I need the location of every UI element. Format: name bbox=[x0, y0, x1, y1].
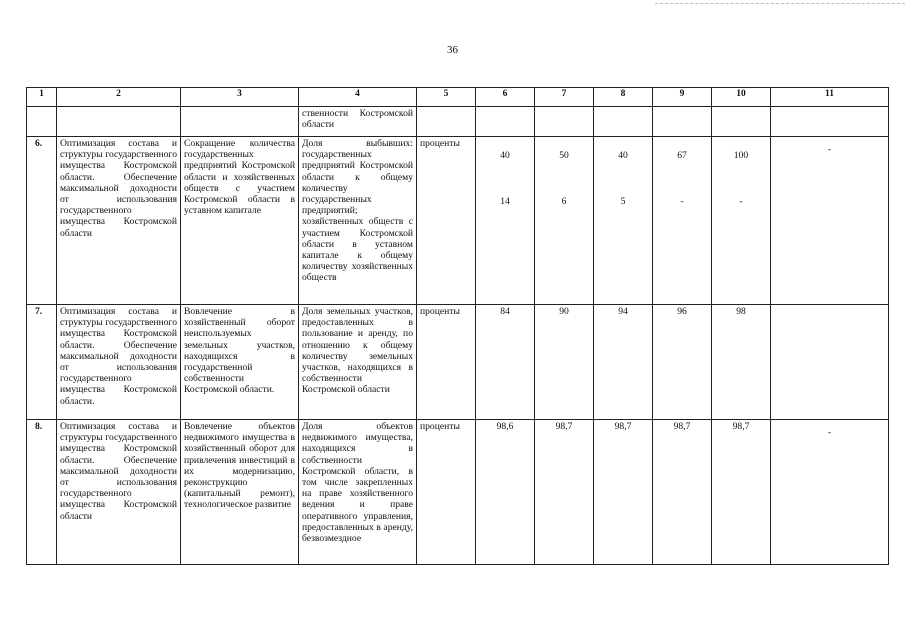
value-secondary: 14 bbox=[500, 196, 510, 208]
table-row bbox=[27, 137, 889, 305]
value-cell-col8 bbox=[594, 137, 653, 305]
header-row bbox=[27, 88, 889, 107]
header-cell: 11 bbox=[771, 88, 889, 107]
task-cell: Вовлечение объектов недвижимого имущества в хозяйственный оборот для привлечения инвестиций в их модернизацию, реконструкцию (капитальный ремонт), технологическое развитие bbox=[181, 420, 299, 565]
row-number: 8. bbox=[27, 420, 57, 565]
table-cell bbox=[57, 107, 181, 137]
table-cell bbox=[771, 107, 889, 137]
header-cell: 8 bbox=[594, 88, 653, 107]
value-secondary: 6 bbox=[561, 196, 567, 208]
goal-cell: Оптимизация состава и структуры государственного имущества Костромской области. Обеспечение максимальной доходности от использования государственного имущества Костромской области bbox=[57, 420, 181, 565]
value-cell-col9 bbox=[653, 137, 712, 305]
header-cell: 6 bbox=[476, 88, 535, 107]
unit-cell: проценты bbox=[417, 420, 476, 565]
indicator-cell: ственности Костромской области bbox=[299, 107, 417, 137]
value-cell-col7 bbox=[535, 137, 594, 305]
value-secondary: - bbox=[739, 196, 743, 208]
indicator-cell: Доля объектов недвижимого имущества, находящихся в собственности Костромской области, в том числе закрепленных на праве хозяйственного ведения и праве оперативного управления, предоставленных в аренду, безвозмездное bbox=[299, 420, 417, 565]
value-cell-col7: 98,7 bbox=[535, 420, 594, 565]
page-number: 36 bbox=[447, 44, 458, 56]
continuation-row bbox=[27, 107, 889, 137]
note-cell bbox=[771, 305, 889, 420]
task-cell: Вовлечение в хозяйственный оборот неиспользуемых земельных участков, находящихся в государственной собственности Костромской области. bbox=[181, 305, 299, 420]
indicator-cell: Доля выбывших: государственных предприятий Костромской области к общему количеству государственных предприятий; хозяйственных обществ с участием Костромской области в уставном капитале к общему количеству хозяйственных обществ bbox=[299, 137, 417, 305]
value-primary: 67 bbox=[677, 150, 687, 161]
row-number: 6. bbox=[27, 137, 57, 305]
header-cell: 5 bbox=[417, 88, 476, 107]
header-cell: 3 bbox=[181, 88, 299, 107]
value-cell-col6: 84 bbox=[476, 305, 535, 420]
value-primary: 100 bbox=[733, 150, 749, 161]
value-secondary: - bbox=[680, 196, 684, 208]
value-cell-col9: 96 bbox=[653, 305, 712, 420]
table-cell bbox=[181, 107, 299, 137]
value-cell-col7: 90 bbox=[535, 305, 594, 420]
value-cell-col8: 98,7 bbox=[594, 420, 653, 565]
value-cell-col9: 98,7 bbox=[653, 420, 712, 565]
note-value: - bbox=[827, 427, 832, 438]
header-cell: 9 bbox=[653, 88, 712, 107]
value-cell-col10 bbox=[712, 137, 771, 305]
table-cell bbox=[712, 107, 771, 137]
value-cell-col10: 98 bbox=[712, 305, 771, 420]
goal-cell: Оптимизация состава и структуры государственного имущества Костромской области. Обеспечение максимальной доходности от использования государственного имущества Костромской области bbox=[57, 137, 181, 305]
indicators-table bbox=[26, 87, 889, 565]
value-cell-col6 bbox=[476, 137, 535, 305]
note-cell bbox=[771, 420, 889, 565]
value-cell-col8: 94 bbox=[594, 305, 653, 420]
table-row bbox=[27, 305, 889, 420]
table-cell bbox=[653, 107, 712, 137]
scan-artifact-line bbox=[655, 3, 905, 8]
header-cell: 4 bbox=[299, 88, 417, 107]
value-primary: 50 bbox=[559, 150, 569, 161]
header-cell: 7 bbox=[535, 88, 594, 107]
goal-cell: Оптимизация состава и структуры государственного имущества Костромской области. Обеспечение максимальной доходности от использования государственного имущества Костромской области. bbox=[57, 305, 181, 420]
table-cell bbox=[417, 107, 476, 137]
header-cell: 1 bbox=[27, 88, 57, 107]
row-number: 7. bbox=[27, 305, 57, 420]
indicator-cell: Доля земельных участков, предоставленных в пользование и аренду, по отношению к общему количеству земельных участков, находящихся в собственности Костромской области bbox=[299, 305, 417, 420]
table-cell bbox=[594, 107, 653, 137]
task-cell: Сокращение количества государственных предприятий Костромской области и хозяйственных обществ с участием Костромской области в уставном капитале bbox=[181, 137, 299, 305]
header-cell: 2 bbox=[57, 88, 181, 107]
value-secondary: 5 bbox=[620, 196, 626, 208]
table-cell bbox=[535, 107, 594, 137]
value-primary: 40 bbox=[500, 150, 510, 161]
unit-cell: проценты bbox=[417, 305, 476, 420]
value-cell-col6: 98,6 bbox=[476, 420, 535, 565]
value-cell-col10: 98,7 bbox=[712, 420, 771, 565]
table-cell bbox=[476, 107, 535, 137]
header-cell: 10 bbox=[712, 88, 771, 107]
note-cell bbox=[771, 137, 889, 305]
table-row bbox=[27, 420, 889, 565]
note-value: - bbox=[827, 144, 832, 155]
value-primary: 40 bbox=[618, 150, 628, 161]
unit-cell: проценты bbox=[417, 137, 476, 305]
table-cell bbox=[27, 107, 57, 137]
